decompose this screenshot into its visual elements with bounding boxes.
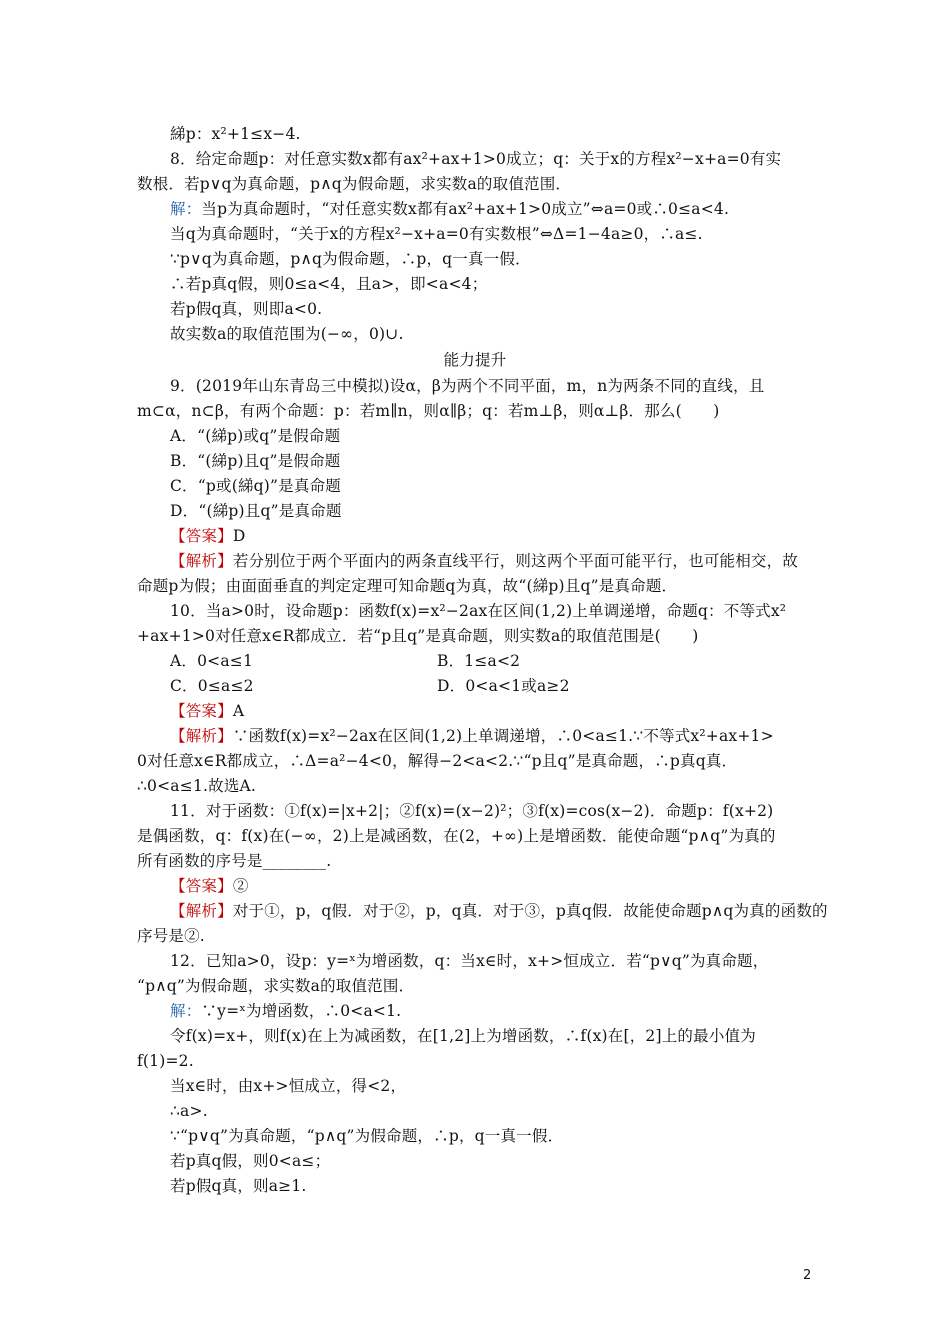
option-b: B．“(綈p)且q”是假命题 (170, 452, 341, 470)
text-line: 当q为真命题时，“关于x的方程x²−x+a=0有实数根”⇔Δ=1−4a≥0，∴a≤. (170, 225, 703, 243)
text-line: ∴若p真q假，则0≤a<4，且a>，即<a<4； (170, 275, 488, 293)
solution-line (170, 199, 729, 219)
text-line: ∴a>. (170, 1102, 208, 1120)
text-line: f(1)=2. (137, 1052, 194, 1070)
analysis-line (170, 551, 798, 571)
analysis-line (170, 726, 774, 746)
option-a: A．“(綈p)或q”是假命题 (170, 427, 341, 445)
page-number: 2 (803, 1268, 812, 1283)
analysis-label: 【解析】 (170, 727, 233, 745)
solution-text: ∵y=ˣ为增函数，∴0<a<1. (201, 1002, 402, 1020)
analysis-text: 对于①，p，q假．对于②，p，q真．对于③，p真q假．故能使命题p∧q为真的函数的 (232, 902, 828, 920)
text-line: 若p假q真，则即a<0. (170, 300, 323, 318)
analysis-line (170, 901, 828, 921)
text-line: ∴0<a≤1.故选A. (137, 777, 257, 795)
section-heading: 能力提升 (443, 351, 507, 369)
answer-line (170, 701, 244, 721)
text-line: m⊂α，n⊂β，有两个命题：p：若m∥n，则α∥β；q：若m⊥β，则α⊥β．那么( ) (137, 402, 720, 420)
text-line: “p∧q”为假命题，求实数a的取值范围． (137, 977, 415, 995)
analysis-label: 【解析】 (170, 902, 233, 920)
answer-value: ② (232, 877, 249, 895)
option-c: C．“p或(綈q)”是真命题 (170, 477, 341, 495)
answer-label: 【答案】 (170, 702, 233, 720)
option-a: A．0<a≤1 (170, 652, 254, 670)
text-line: 数根．若p∨q为真命题，p∧q为假命题，求实数a的取值范围． (137, 175, 572, 193)
answer-value: D (232, 527, 246, 545)
text-line: 命题p为假；由面面垂直的判定定理可知命题q为真，故“(綈p)且q”是真命题． (137, 577, 678, 595)
option-c: C．0≤a≤2 (170, 677, 254, 695)
problem-9-line: 9．(2019年山东青岛三中模拟)设α，β为两个不同平面，m，n为两条不同的直线，且 (170, 377, 765, 395)
problem-10-line: 10．当a>0时，设命题p：函数f(x)=x²−2ax在区间(1,2)上单调递增，命题q：不等式x² (170, 602, 787, 620)
text-line: 当x∈时，由x+>恒成立，得<2， (170, 1077, 407, 1095)
text-line: 綈p：x²+1≤x−4. (170, 125, 301, 143)
text-line: ∵“p∨q”为真命题，“p∧q”为假命题，∴p，q一真一假． (170, 1127, 564, 1145)
problem-11-line: 11．对于函数：①f(x)=|x+2|；②f(x)=(x−2)²；③f(x)=cos(x−2)．命题p：f(x+2) (170, 802, 774, 820)
solution-label: 解： (170, 1002, 202, 1020)
option-d: D．“(綈p)且q”是真命题 (170, 502, 342, 520)
solution-text: 当p为真命题时，“对任意实数x都有ax²+ax+1>0成立”⇔a=0或∴0≤a<4. (201, 200, 730, 218)
text-line: 是偶函数，q：f(x)在(−∞，2)上是减函数，在(2，+∞)上是增函数．能使命题“p∧q”为真的 (137, 827, 776, 845)
analysis-text: 若分别位于两个平面内的两条直线平行，则这两个平面可能平行，也可能相交，故 (232, 552, 799, 570)
option-b: B．1≤a<2 (437, 652, 521, 670)
text-line: 序号是②. (137, 927, 205, 945)
option-d: D．0<a<1或a≥2 (437, 677, 570, 695)
text-line: 若p假q真，则a≥1. (170, 1177, 307, 1195)
answer-label: 【答案】 (170, 877, 233, 895)
text-line: ∵p∨q为真命题，p∧q为假命题，∴p，q一真一假． (170, 250, 531, 268)
answer-label: 【答案】 (170, 527, 233, 545)
text-line: 所有函数的序号是________. (137, 852, 332, 870)
text-line: 故实数a的取值范围为(−∞，0)∪. (170, 325, 404, 343)
solution-label: 解： (170, 200, 202, 218)
answer-value: A (232, 702, 245, 720)
text-line: 0对任意x∈R都成立，∴Δ=a²−4<0，解得−2<a<2.∵“p且q”是真命题，∴p真q真． (137, 752, 738, 770)
answer-line (170, 876, 249, 896)
text-line: 若p真q假，则0<a≤； (170, 1152, 331, 1170)
solution-line (170, 1001, 401, 1021)
answer-line (170, 526, 245, 546)
problem-12-line: 12．已知a>0，设p：y=ˣ为增函数，q：当x∈时，x+>恒成立．若“p∨q”为真命题， (170, 952, 769, 970)
text-line: 令f(x)=x+，则f(x)在上为减函数，在[1,2]上为增函数，∴f(x)在[，2]上的最小值为 (170, 1027, 756, 1045)
problem-8-line: 8．给定命题p：对任意实数x都有ax²+ax+1>0成立；q：关于x的方程x²−x+a=0有实 (170, 150, 782, 168)
text-line: +ax+1>0对任意x∈R都成立．若“p且q”是真命题，则实数a的取值范围是( ) (137, 627, 699, 645)
analysis-text: ∵函数f(x)=x²−2ax在区间(1,2)上单调递增，∴0<a≤1.∵不等式x²+ax+1> (232, 727, 774, 745)
analysis-label: 【解析】 (170, 552, 233, 570)
